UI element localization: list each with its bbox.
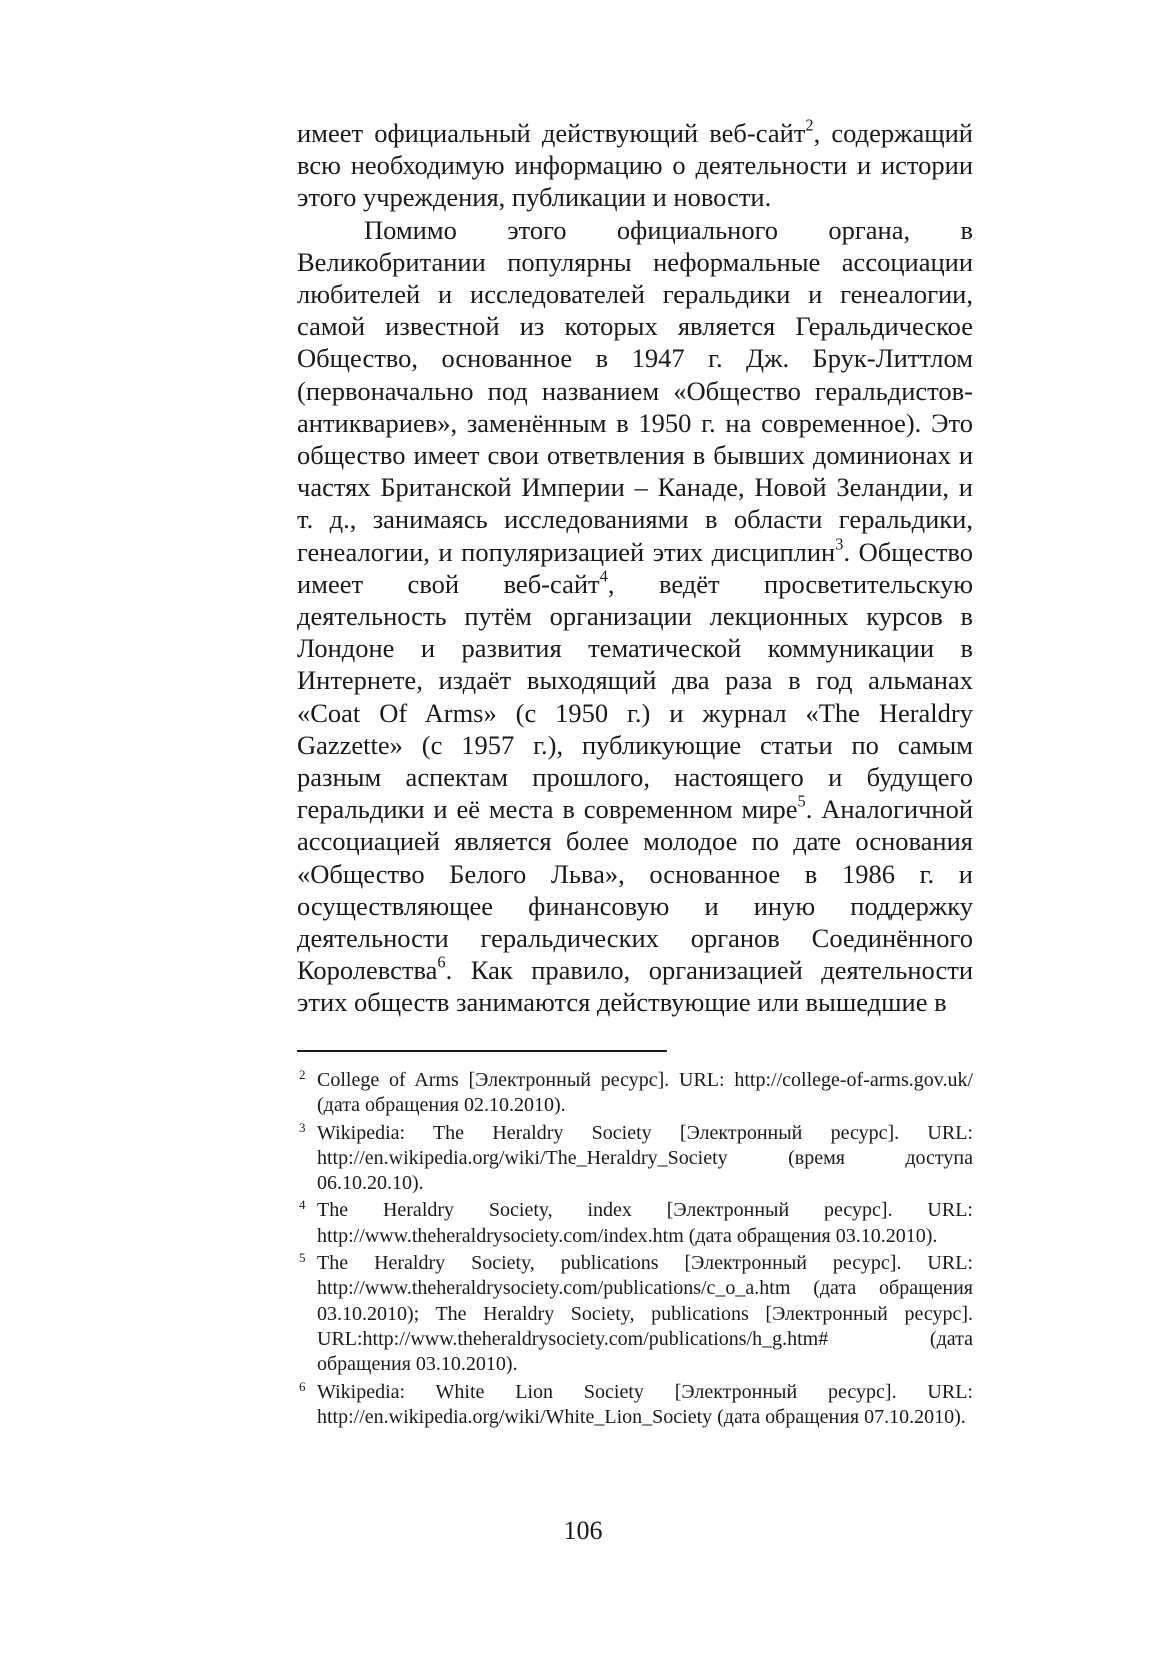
footnotes [297, 1068, 973, 1432]
footnote-3 [297, 1121, 973, 1197]
footnote-number: 3 [299, 1119, 306, 1135]
footnote-number: 4 [299, 1197, 306, 1213]
footnote-5 [297, 1251, 973, 1377]
footnote-text: Wikipedia: White Lion Society [Электронный ресурс]. URL: http://en.wikipedia.org/wiki/White_Lion_Society (дата обращения 07.10.2010). [317, 1380, 973, 1428]
footnote-ref-4[interactable]: 4 [599, 566, 608, 586]
footnote-ref-2[interactable]: 2 [805, 115, 814, 135]
footnote-number: 6 [299, 1378, 306, 1394]
footnote-text: Wikipedia: The Heraldry Society [Электронный ресурс]. URL: http://en.wikipedia.org/wiki/The_Heraldry_Society (время доступа 06.10.20.10). [317, 1121, 973, 1195]
page-number: 106 [563, 1516, 603, 1545]
footnote-number: 2 [299, 1067, 306, 1082]
paragraph-1: имеет официальный действующий веб-сайт$^2$, содержащий всю необходимую информацию о деятельности и истории этого учреждения, публикации и новости. [297, 115, 973, 213]
footnote-text: College of Arms [Электронный ресурс]. URL: http://college-of-arms.gov.uk/ (дата обращения 02.10.2010). [317, 1069, 973, 1117]
paragraph-2: Помимо этого официального органа, в Великобритании популярны неформальные ассоциации любителей и исследователей геральдики и генеалогии, самой известной из которых является Геральдическое Общество, основанное в 1947 г. Дж. Брук-Литтлом (первоначально под названием «Общество геральдистов-антиквариев», заменённым в 1950 г. на современное). Это общество имеет свои ответвления в бывших доминионах и частях Британской Империи – Канаде, Новой Зеландии, и т. д., занимаясь исследованиями в области геральдики, генеалогии, и популяризацией этих дисциплин$^3$. Общество имеет свой веб-сайт$^4$, ведёт просветительскую деятельность путём организации лекционных курсов в Лондоне и развития тематической коммуникации в Интернете, издаёт выходящий два раза в год альманах «Coat Of Arms» (с 1950 г.) и журнал «The Heraldry Gazzette» (с 1957 г.), публикующие статьи по самым разным аспектам прошлого, настоящего и будущего геральдики и её места в современном мире$^5$. Аналогичной ассоциацией является более молодое по дате основания «Общество Белого Льва», основанное в 1986 г. и осуществляющее финансовую и иную поддержку деятельности геральдических органов Соединённого Королевства$^6$. Как правило, организацией деятельности этих обществ занимаются действующие или вышедшие в [297, 214, 974, 1018]
footnote-2 [297, 1068, 973, 1119]
footnote-4 [297, 1198, 973, 1249]
footnote-ref-6[interactable]: 6 [437, 952, 446, 972]
footnote-6 [297, 1380, 973, 1431]
footnote-separator [297, 1050, 667, 1052]
footnote-text: The Heraldry Society, publications [Электронный ресурс]. URL: http://www.theheraldrysociety.com/publications/c_o_a.htm (дата обращения 03.10.2010); The Heraldry Society, publications [Электронный ресурс]. URL:http://www.theheraldrysociety.com/publications/h_g.htm# (дата обращения 03.10.2010). [317, 1252, 973, 1376]
footnote-number: 5 [299, 1250, 306, 1266]
footnote-ref-5[interactable]: 5 [797, 791, 806, 811]
main-text [297, 117, 973, 1019]
footnote-text: The Heraldry Society, index [Электронный ресурс]. URL: http://www.theheraldrysociety.com/index.htm (дата обращения 03.10.2010). [317, 1199, 973, 1247]
footnote-ref-3[interactable]: 3 [835, 534, 844, 554]
